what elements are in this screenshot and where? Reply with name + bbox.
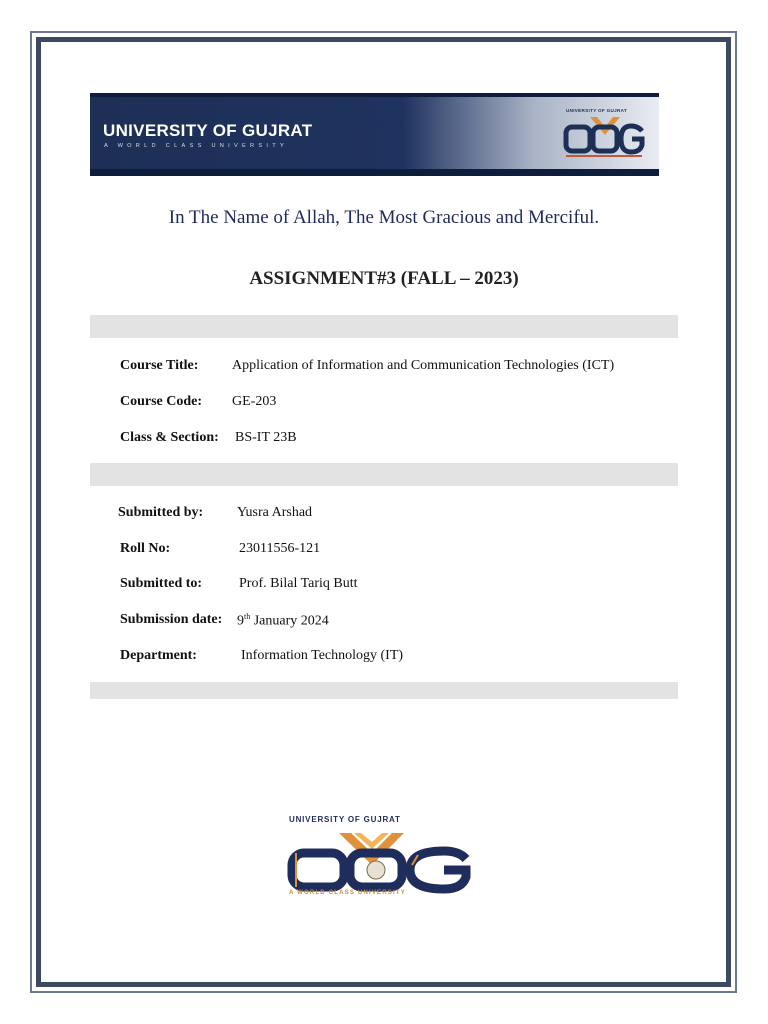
banner-tagline: A WORLD CLASS UNIVERSITY [104,143,289,149]
banner-university-name: UNIVERSITY OF GUJRAT [103,121,313,140]
assignment-title: ASSIGNMENT#3 (FALL – 2023) [249,268,519,289]
submission-date-label: Submission date: [120,612,223,627]
course-title-label: Course Title: [120,358,199,373]
date-rest: January 2024 [250,613,329,629]
date-day: 9 [237,613,244,629]
date-suffix: th [244,612,251,621]
department-value: Information Technology (IT) [241,648,404,663]
course-code-label: Course Code: [120,394,203,409]
class-section-label: Class & Section: [120,430,219,445]
section-divider [90,682,678,699]
greeting-text: In The Name of Allah, The Most Gracious and Merciful. [168,207,600,228]
class-section-value: BS-IT 23B [235,430,297,445]
roll-no-label: Roll No: [120,541,171,556]
university-banner [90,93,659,176]
submitted-by-label: Submitted by: [118,505,204,520]
banner-stripe-bottom [90,169,659,176]
course-code-value: GE-203 [232,394,277,409]
submission-date-value [237,612,329,630]
section-divider [90,315,678,338]
submitted-to-row [120,576,202,592]
banner-stripe-top [90,93,659,97]
submitted-by-row [118,505,203,521]
footer-logo-tagline: A WORLD CLASS UNIVERSITY [289,890,406,896]
uog-logo-icon [560,105,650,165]
course-title-row [120,358,198,374]
submitted-by-value: Yusra Arshad [237,505,313,520]
roll-no-row [120,541,170,557]
footer-logo-caption: UNIVERSITY OF GUJRAT [289,815,401,824]
submitted-to-value: Prof. Bilal Tariq Butt [239,576,358,591]
banner-logo-caption: UNIVERSITY OF GUJRAT [566,108,627,113]
class-section-row [120,430,219,446]
submission-date-row [120,612,222,628]
department-row [120,648,197,664]
roll-no-value: 23011556-121 [239,541,321,556]
submitted-to-label: Submitted to: [120,576,203,591]
course-code-row [120,394,202,410]
department-label: Department: [120,648,197,663]
section-divider [90,463,678,486]
uog-footer-logo-icon [284,815,474,900]
course-title-value: Application of Information and Communication Technologies (ICT) [232,358,615,373]
